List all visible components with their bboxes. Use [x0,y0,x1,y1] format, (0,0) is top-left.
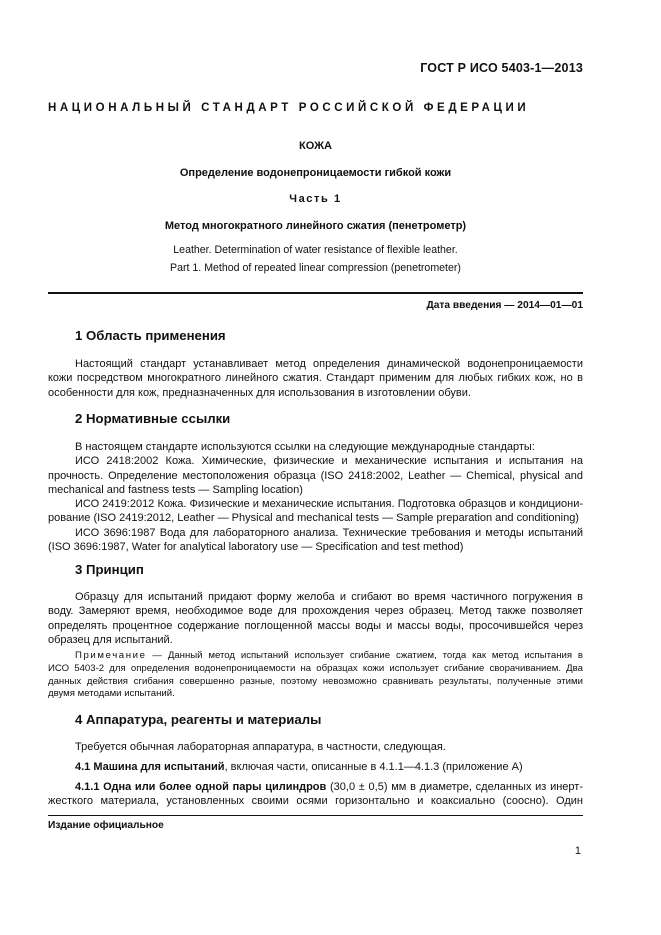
title-subject: КОЖА [298,140,332,152]
text-line: жесткого материала, установленных своими осями горизонтально и коаксиально (соосно). Один [48,795,583,808]
section-2-text [48,440,583,554]
edition-label: Издание официальное [48,820,164,831]
note-line: двумя методами испытаний. [48,688,175,700]
section-1-heading: 1 Область применения [75,328,226,343]
section-1-text [48,357,583,400]
note-text: — Данный метод испытаний использует сгибание сжатием, тогда как метод испытания в [152,650,584,661]
section-4-heading: 4 Аппаратура, реагенты и материалы [75,712,322,727]
text-line: ИСО 2419:2012 Кожа. Физические и механические испытания. Подготовка образцов и кондициони- [75,498,583,511]
text-line: рование (ISO 2419:2012, Leather — Physical and mechanical tests — Sample preparation and conditioning) [48,512,579,525]
text-line: ИСО 3696:1987 Вода для лабораторного анализа. Технические требования и методы испытаний [75,526,583,539]
note-line [48,650,583,663]
title-english-part: Part 1. Method of repeated linear compression (penetrometer) [170,262,461,274]
clause-4-1-text: , включая части, описанные в 4.1.1—4.1.3 (приложение А) [224,761,523,773]
standard-number: ГОСТ Р ИСО 5403-1—2013 [420,61,583,75]
section-3-text [48,590,583,647]
national-standard-banner: НАЦИОНАЛЬНЫЙ СТАНДАРТ РОССИЙСКОЙ ФЕДЕРАЦИИ [48,102,530,114]
title-bottom-rule [48,292,583,294]
section-4-intro [48,740,583,754]
title-method: Метод многократного линейного сжатия (пенетрометр) [164,220,467,232]
text-line: определять процентное содержание поглощенной массы воды и массы воды, просочившейся через [48,619,583,632]
text-line: прочность. Определение местоположения образца (ISO 2418:2002, Leather — Chemical, physical and [48,469,583,482]
text-line: Требуется обычная лабораторная аппаратура, в частности, следующая. [75,741,446,753]
section-4-1-1 [48,780,583,809]
clause-4-1-1-text: (30,0 ± 0,5) мм в диаметре, сделанных из инерт- [326,781,583,793]
section-3-heading: 3 Принцип [75,562,144,577]
text-line: особенности для кож, предназначенных для использования в изготовлении обуви. [48,386,471,399]
text-line: образец для испытаний. [48,633,173,646]
text-line [48,760,583,774]
clause-4-1-title: 4.1 Машина для испытаний [75,761,225,773]
title-main: Определение водонепроницаемости гибкой кожи [179,167,452,179]
text-line: Образцу для испытаний придают форму желоба и сгибают во время частичного погружения в [75,591,583,603]
text-line: ИСО 2418:2002 Кожа. Химические, физические и механические испытания и испытания на [75,455,583,468]
text-line: В настоящем стандарте используются ссылки на следующие международные стандарты: [75,441,535,453]
note-line: данных действия сгибания совершенно разные, поэтому невозможно сравнивать результаты, полученные этими [48,675,583,687]
footer-rule [48,815,583,816]
section-4-1 [48,760,583,774]
title-english-main: Leather. Determination of water resistance of flexible leather. [173,244,458,256]
title-part: Часть 1 [289,193,342,205]
text-line: воду. Замеряют время, необходимое воде для прохождения через образец. Метод также позволяет [48,605,583,618]
text-line: Настоящий стандарт устанавливает метод определения динамической водонепроницаемости [75,358,583,370]
effective-date: Дата введения — 2014—01—01 [426,300,583,311]
text-line: кожи посредством многократного линейного сжатия. Стандарт применим для любых гибких кож, но в [48,372,583,385]
clause-4-1-1-title: 4.1.1 Одна или более одной пары цилиндров [75,781,327,793]
note-line: ИСО 5403-2 для определения водонепроницаемости на образцах кожи использует сгибание сворачиванием. Два [48,662,583,674]
page-number: 1 [574,845,581,857]
text-line [48,780,583,794]
section-3-note [48,650,583,701]
note-label: Примечание [75,650,147,661]
section-2-heading: 2 Нормативные ссылки [75,411,231,426]
text-line: mechanical and fastness tests — Sampling location) [48,483,303,496]
text-line: (ISO 3696:1987, Water for analytical laboratory use — Specification and test method) [48,541,464,554]
